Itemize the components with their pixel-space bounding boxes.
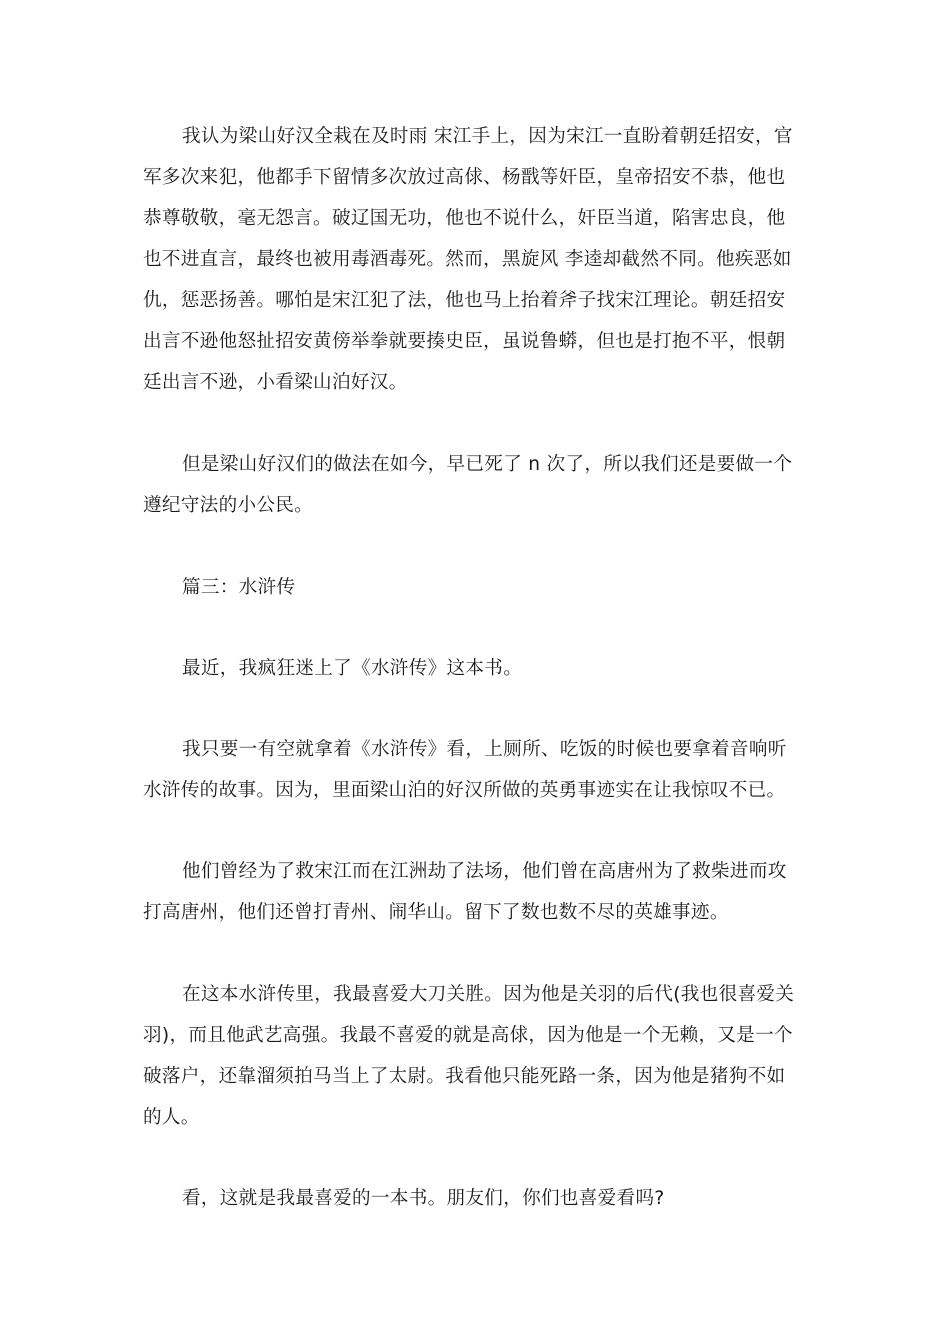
paragraph-heroic-deeds bbox=[143, 851, 815, 933]
paragraph-intro bbox=[143, 648, 815, 689]
text-line: 水浒传的故事。因为，里面梁山泊的好汉所做的英勇事迹实在让我惊叹不已。 bbox=[143, 780, 786, 801]
section-title: 篇三：水浒传 bbox=[182, 577, 296, 598]
text-line: 遵纪守法的小公民。 bbox=[143, 495, 314, 516]
text-line: 打高唐州，他们还曾打青州、闹华山。留下了数也数不尽的英雄事迹。 bbox=[143, 902, 729, 923]
text-line: 出言不逊他怒扯招安黄傍举拳就要揍史臣，虽说鲁蟒，但也是打抱不平，恨朝 bbox=[143, 331, 786, 352]
text-line: 最近，我疯狂迷上了《水浒传》这本书。 bbox=[182, 658, 523, 679]
text-line: 的人。 bbox=[143, 1107, 200, 1128]
paragraph-law-abiding bbox=[143, 444, 815, 526]
text-line: 我只要一有空就拿着《水浒传》看，上厕所、吃饭的时候也要拿着音响听 bbox=[182, 739, 787, 760]
section-heading bbox=[143, 567, 815, 608]
text-line: 军多次来犯，他都手下留情多次放过高俅、杨戬等奸臣，皇帝招安不恭，他也 bbox=[143, 167, 786, 188]
text-line: 破落户，还靠溜须拍马当上了太尉。我看他只能死路一条，因为他是猪狗不如 bbox=[143, 1066, 786, 1087]
text-line: 在这本水浒传里，我最喜爱大刀关胜。因为他是关羽的后代(我也很喜爱关 bbox=[182, 984, 795, 1005]
text-line: 看，这就是我最喜爱的一本书。朋友们，你们也喜爱看吗? bbox=[182, 1188, 665, 1209]
text-line: 仇，惩恶扬善。哪怕是宋江犯了法，他也马上抬着斧子找宋江理论。朝廷招安 bbox=[143, 290, 786, 311]
paragraph-reading-habit bbox=[143, 729, 815, 811]
paragraph-favorite-character bbox=[143, 974, 815, 1138]
paragraph-conclusion bbox=[143, 1178, 815, 1219]
text-line: 他们曾经为了救宋江而在江洲劫了法场，他们曾在高唐州为了救柴进而攻 bbox=[182, 861, 787, 882]
text-line: 廷出言不逊，小看梁山泊好汉。 bbox=[143, 372, 408, 393]
text-line: 我认为梁山好汉全栽在及时雨 宋江手上，因为宋江一直盼着朝廷招安，官 bbox=[182, 126, 793, 147]
text-line: 但是梁山好汉们的做法在如今，早已死了 n 次了，所以我们还是要做一个 bbox=[182, 454, 793, 475]
text-line: 也不进直言，最终也被用毒酒毒死。然而，黑旋风 李逵却截然不同。他疾恶如 bbox=[143, 249, 792, 270]
paragraph-liangshan-heroes bbox=[143, 116, 815, 403]
text-line: 恭尊敬敬，毫无怨言。破辽国无功，他也不说什么，奸臣当道，陷害忠良，他 bbox=[143, 208, 786, 229]
text-line: 羽)，而且他武艺高强。我最不喜爱的就是高俅，因为他是一个无赖，又是一个 bbox=[143, 1025, 793, 1046]
